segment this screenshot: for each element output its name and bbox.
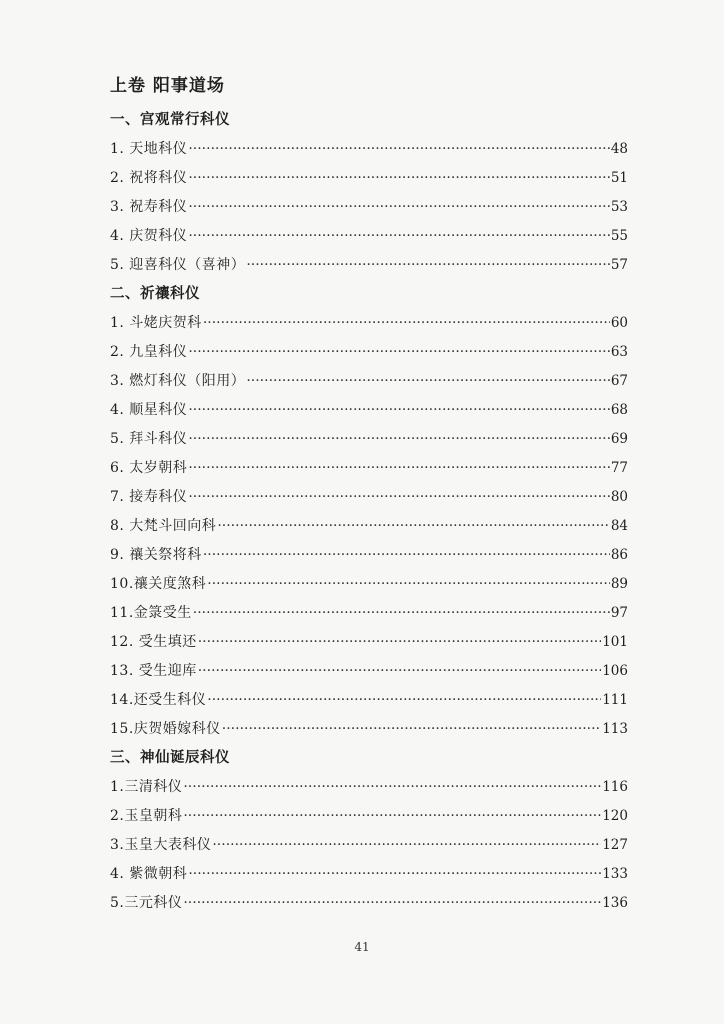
entry-page-number: 68 [610, 402, 628, 418]
entry-title: 15.庆贺婚嫁科仪 [110, 721, 221, 737]
toc-entry [110, 512, 628, 541]
toc-entry [110, 657, 628, 686]
dot-leader [193, 599, 610, 628]
dot-leader [188, 425, 610, 454]
toc-entry [110, 251, 628, 280]
dot-leader [198, 657, 602, 686]
entry-title: 2.玉皇朝科 [110, 808, 183, 824]
entry-title: 6. 太岁朝科 [110, 460, 188, 476]
entry-title: 1.三清科仪 [110, 779, 183, 795]
entry-title: 5. 拜斗科仪 [110, 431, 188, 447]
toc-entry [110, 338, 628, 367]
entry-page-number: 89 [610, 576, 628, 592]
dot-leader [222, 715, 601, 744]
entry-page-number: 97 [610, 605, 628, 621]
toc-entry [110, 541, 628, 570]
dot-leader [188, 135, 610, 164]
section-heading: 二、祈禳科仪 [110, 286, 200, 302]
entry-page-number: 60 [610, 315, 628, 331]
toc-entry [110, 889, 628, 918]
entry-title: 9. 禳关祭将科 [110, 547, 202, 563]
entry-title: 4. 顺星科仪 [110, 402, 188, 418]
toc-entry [110, 396, 628, 425]
dot-leader [188, 193, 610, 222]
entry-title: 13. 受生迎库 [110, 663, 197, 679]
toc-entry [110, 222, 628, 251]
entry-title: 7. 接寿科仪 [110, 489, 188, 505]
volume-title: 上卷 阳事道场 [110, 76, 225, 96]
dot-leader [188, 222, 610, 251]
entry-page-number: 80 [610, 489, 628, 505]
entry-page-number: 86 [610, 547, 628, 563]
entry-title: 3. 燃灯科仪（阳用） [110, 373, 246, 389]
dot-leader [203, 541, 610, 570]
entry-title: 4. 庆贺科仪 [110, 228, 188, 244]
entry-page-number: 136 [602, 895, 628, 911]
toc-entry [110, 309, 628, 338]
toc-sections [110, 106, 628, 918]
toc-entry [110, 860, 628, 889]
toc-entry [110, 193, 628, 222]
dot-leader [183, 802, 601, 831]
entry-title: 5. 迎喜科仪（喜神） [110, 257, 246, 273]
entry-title: 2. 祝将科仪 [110, 170, 188, 186]
entry-title: 12. 受生填还 [110, 634, 197, 650]
dot-leader [246, 251, 610, 280]
dot-leader [188, 338, 610, 367]
entry-page-number: 53 [610, 199, 628, 215]
toc-entry [110, 164, 628, 193]
dot-leader [217, 512, 610, 541]
dot-leader [212, 831, 601, 860]
entry-page-number: 120 [602, 808, 628, 824]
entry-title: 5.三元科仪 [110, 895, 183, 911]
toc-entry [110, 715, 628, 744]
toc-entry [110, 686, 628, 715]
entry-page-number: 101 [602, 634, 628, 650]
toc-entry [110, 599, 628, 628]
toc-entry [110, 628, 628, 657]
entry-page-number: 67 [610, 373, 628, 389]
entry-title: 1. 斗姥庆贺科 [110, 315, 202, 331]
entry-page-number: 133 [602, 866, 628, 882]
toc-entry [110, 135, 628, 164]
entry-title: 14.还受生科仪 [110, 692, 207, 708]
entry-title: 1. 天地科仪 [110, 141, 188, 157]
entry-title: 3. 祝寿科仪 [110, 199, 188, 215]
toc-entry [110, 367, 628, 396]
entry-page-number: 77 [610, 460, 628, 476]
dot-leader [198, 628, 602, 657]
entry-title: 4. 紫微朝科 [110, 866, 188, 882]
entry-page-number: 84 [610, 518, 628, 534]
entry-title: 8. 大梵斗回向科 [110, 518, 217, 534]
toc-entry [110, 570, 628, 599]
dot-leader [183, 773, 601, 802]
dot-leader [246, 367, 610, 396]
dot-leader [203, 309, 610, 338]
toc-entry [110, 425, 628, 454]
toc-entry [110, 454, 628, 483]
entry-title: 2. 九皇科仪 [110, 344, 188, 360]
entry-title: 10.禳关度煞科 [110, 576, 207, 592]
toc-entry [110, 483, 628, 512]
dot-leader [207, 570, 610, 599]
toc-entry [110, 773, 628, 802]
dot-leader [188, 164, 610, 193]
dot-leader [188, 483, 610, 512]
entry-page-number: 113 [602, 721, 628, 737]
entry-title: 11.金箓受生 [110, 605, 192, 621]
dot-leader [188, 454, 610, 483]
page-number: 41 [354, 940, 370, 954]
dot-leader [188, 860, 601, 889]
table-of-contents [110, 72, 628, 918]
entry-page-number: 63 [610, 344, 628, 360]
entry-page-number: 111 [602, 692, 628, 708]
entry-page-number: 51 [610, 170, 628, 186]
entry-page-number: 106 [602, 663, 628, 679]
dot-leader [183, 889, 601, 918]
dot-leader [207, 686, 601, 715]
entry-page-number: 57 [610, 257, 628, 273]
section-heading: 三、神仙诞辰科仪 [110, 750, 230, 766]
section-heading: 一、宫观常行科仪 [110, 112, 230, 128]
entry-title: 3.玉皇大表科仪 [110, 837, 212, 853]
entry-page-number: 55 [610, 228, 628, 244]
toc-entry [110, 802, 628, 831]
entry-page-number: 127 [602, 837, 628, 853]
toc-entry [110, 831, 628, 860]
dot-leader [188, 396, 610, 425]
entry-page-number: 48 [610, 141, 628, 157]
entry-page-number: 116 [602, 779, 628, 795]
entry-page-number: 69 [610, 431, 628, 447]
